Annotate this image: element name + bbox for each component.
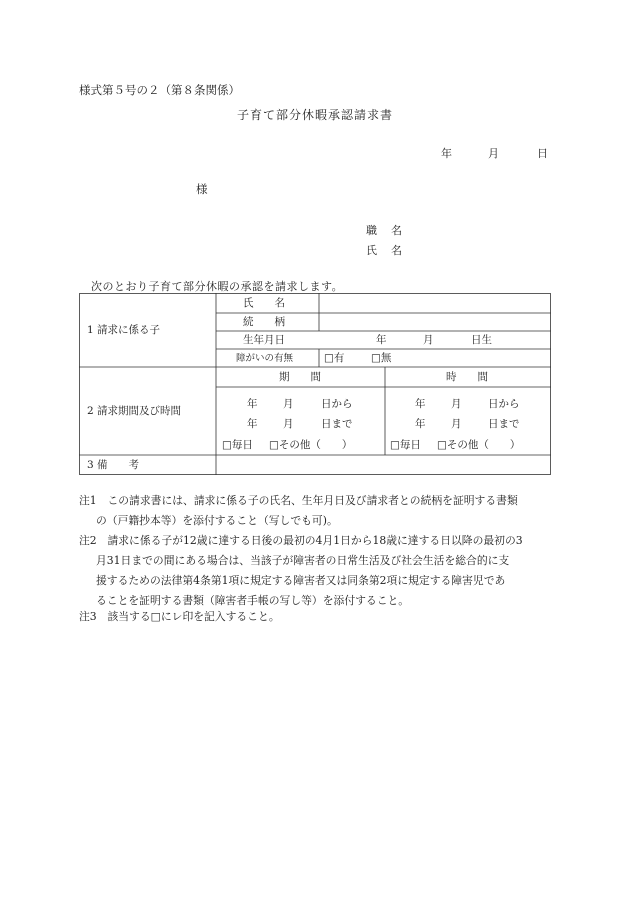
- request-table: [79, 293, 551, 475]
- time-from-day: 日から: [488, 398, 520, 410]
- time-from-year: 年: [415, 398, 426, 410]
- note-1-line-2: の（戸籍抄本等）を添付すること（写しでも可)。: [96, 514, 338, 527]
- requester-name-label: 氏名: [366, 244, 416, 257]
- note-3: 注3 該当する□にレ印を記入すること。: [79, 610, 280, 623]
- date-month-label: 月: [488, 147, 499, 160]
- time-to-year: 年: [415, 418, 426, 430]
- period-from-day: 日から: [321, 398, 353, 410]
- period-every-day-checkbox[interactable]: □毎日: [222, 439, 253, 451]
- date-year-label: 年: [441, 147, 452, 160]
- note-1-line-1: 注1 この請求書には、請求に係る子の氏名、生年月日及び請求者との続柄を証明する書類: [79, 494, 518, 507]
- disability-yes-checkbox[interactable]: □有: [324, 352, 345, 364]
- form-number: 様式第５号の２（第８条関係）: [79, 83, 240, 97]
- time-to-day: 日まで: [488, 418, 520, 430]
- note-2-line-4: ることを証明する書類（障害者手帳の写し等）を添付すること。: [96, 594, 410, 607]
- time-from-month: 月: [451, 398, 462, 410]
- time-every-day-checkbox[interactable]: □毎日: [390, 439, 421, 451]
- note-2-line-2: 月31日までの間にある場合は、当該子が障害者の日常生活及び社会生活を総合的に支: [96, 554, 510, 567]
- period-to-day: 日まで: [321, 418, 353, 430]
- period-to-year: 年: [247, 418, 258, 430]
- addressee-suffix: 様: [196, 182, 208, 196]
- section1-label: 1 請求に係る子: [87, 324, 161, 336]
- time-other-checkbox[interactable]: □その他（ ）: [437, 439, 521, 451]
- document-title: 子育て部分休暇承認請求書: [236, 108, 393, 122]
- date-day-label: 日: [537, 147, 548, 160]
- period-from-month: 月: [283, 398, 294, 410]
- period-header: 期 間: [279, 371, 321, 383]
- section3-label: 3 備 考: [87, 459, 140, 471]
- child-name-label: 氏 名: [243, 297, 285, 309]
- note-2-line-3: 援するための法律第4条第1項に規定する障害者又は同条第2項に規定する障害児であ: [96, 574, 506, 587]
- period-to-month: 月: [283, 418, 294, 430]
- child-relation-label: 続 柄: [243, 316, 285, 328]
- time-to-month: 月: [451, 418, 462, 430]
- disability-no-checkbox[interactable]: □無: [371, 352, 392, 364]
- intro-text: 次のとおり子育て部分休暇の承認を請求します。: [91, 280, 344, 293]
- period-from-year: 年: [247, 398, 258, 410]
- dob-year-label: 年: [376, 334, 387, 346]
- note-2-line-1: 注2 請求に係る子が12歳に達する日後の最初の4月1日から18歳に達する日以降の最初の3: [79, 534, 523, 547]
- dob-month-label: 月: [423, 334, 434, 346]
- period-other-checkbox[interactable]: □その他（ ）: [269, 439, 353, 451]
- time-header: 時 間: [446, 371, 488, 383]
- requester-post-label: 職名: [366, 224, 416, 237]
- disability-label: 障がいの有無: [236, 353, 294, 364]
- child-dob-label: 生年月日: [243, 334, 285, 346]
- section2-label: 2 請求期間及び時間: [87, 405, 182, 417]
- dob-day-label: 日生: [471, 334, 492, 346]
